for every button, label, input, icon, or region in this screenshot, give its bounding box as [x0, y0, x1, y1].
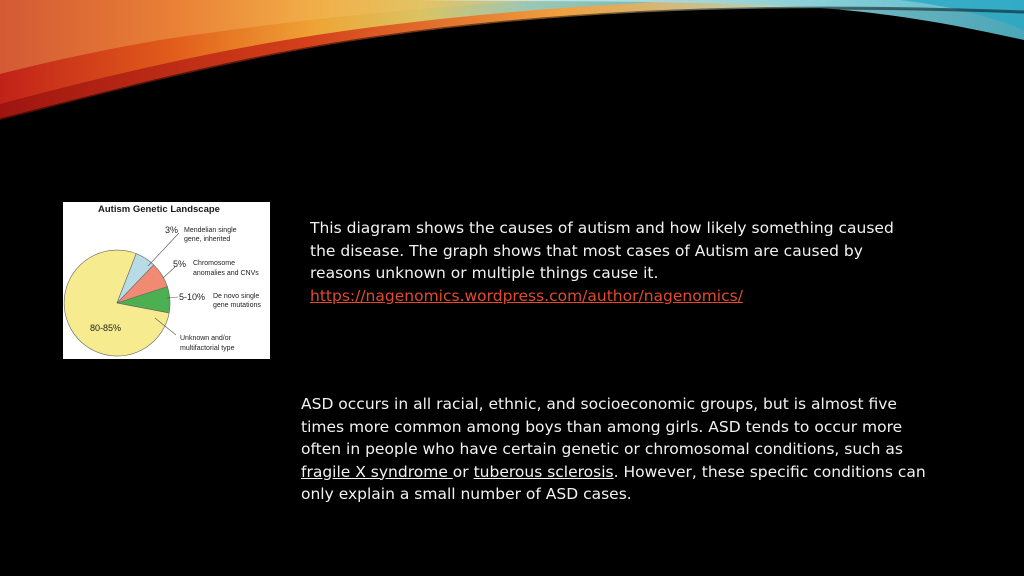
para1-line3: reasons unknown or multiple things cause it.	[310, 264, 659, 282]
fragile-x-link[interactable]: fragile X syndrome	[301, 462, 453, 481]
label-chromosome-line1: Chromosome	[193, 260, 236, 267]
tuberous-sclerosis-link[interactable]: tuberous sclerosis	[473, 462, 614, 481]
label-unknown-line1: Unknown and/or	[180, 335, 231, 342]
label-denovo-line2: gene mutations	[213, 302, 261, 309]
figure-title: Autism Genetic Landscape	[98, 204, 220, 215]
autism-genetic-landscape-figure	[63, 202, 270, 359]
label-chromosome-line2: anomalies and CNVs	[193, 270, 259, 277]
para2-line1: ASD occurs in all racial, ethnic, and socioeconomic groups, but is almost five	[301, 395, 897, 413]
asd-paragraph	[301, 393, 1001, 506]
diagram-description	[310, 217, 970, 307]
label-unknown-line2: multifactorial type	[180, 345, 235, 352]
para2-mid: or	[452, 462, 474, 481]
para2-line5: only explain a small number of ASD cases.	[301, 485, 632, 503]
decorative-banner	[0, 0, 1024, 130]
label-pct-denovo: 5-10%	[179, 292, 206, 302]
para1-line2: the disease. The graph shows that most cases of Autism are caused by	[310, 241, 863, 260]
label-mendelian-line1: Mendelian single	[184, 227, 237, 234]
para2-line3: often in people who have certain genetic or chromosomal conditions, such as	[301, 440, 904, 458]
label-denovo-line1: De novo single	[213, 293, 260, 300]
source-link[interactable]: https://nagenomics.wordpress.com/author/nagenomics/	[310, 286, 743, 305]
label-mendelian-line2: gene, inherited	[184, 236, 231, 243]
para2-after: . However, these specific conditions can	[613, 462, 926, 481]
label-pct-chromosome: 5%	[173, 259, 187, 269]
para2-line2: times more common among boys than among girls. ASD tends to occur more	[301, 417, 903, 436]
label-pct-unknown: 80-85%	[90, 323, 122, 333]
label-pct-mendelian: 3%	[165, 225, 179, 235]
para1-line1: This diagram shows the causes of autism and how likely something caused	[310, 219, 894, 237]
